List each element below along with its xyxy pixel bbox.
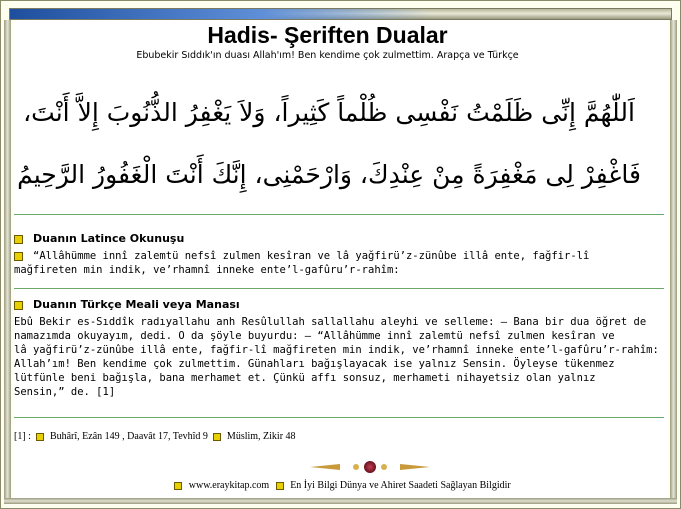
latin-heading [14,232,184,245]
ornament-divider-icon [270,460,470,474]
bullet-icon [36,433,44,441]
bottom-decorative-bar [4,498,677,504]
reference-marker: [1] : [14,431,31,442]
latin-heading-label: Duanın Latince Okunuşu [33,232,185,245]
turkish-heading [14,298,240,311]
divider [14,417,664,418]
footer [0,480,681,491]
site-link[interactable]: www.eraykitap.com [188,480,270,491]
divider [14,214,664,215]
bullet-icon [174,482,182,490]
reference-1: Buhârî, Ezân 149 , Daavât 17, Tevhîd 9 [49,431,208,442]
top-bar-blue-gradient [10,9,430,19]
right-decorative-bar [670,20,677,498]
page-title: Hadis- Şeriften Dualar [207,22,448,48]
arabic-text-line-1: اَللّٰهُمَّ إِنِّى ظَلَمْتُ نَفْسِى ظُلْماً كَثِيراً، وَلاَ يَغْفِرُ الذُّنُوبَ إِلاَّ أَنْتَ، [23,98,635,127]
divider [14,288,664,289]
bullet-icon [14,235,23,244]
turkish-text: Ebû Bekir es-Sıddîk radıyallahu anh Resûlullah sallallahu aleyhi ve selleme: – Bana bir dua öğret de namazımda okuyayım, dedi. O da şöyle buyurdu: – “Allâhümme innî zalemtü nefsî zulmen kesîran ve lâ yağfirü’z-zünûbe illâ ente, fağfir-lî mağfireten min indik, ve’rhamnî inneke ente’l-gafûru’r-rahîm: Allah’ım! Ben kendime çok zulmettim. Günahları bağışlayacak ise yalnız Sensin. Öyleyse tükenmez lütfünle beni bağışla, bana merhamet et. Çünkü affı sonsuz, merhameti nihayetsiz olan yalnız Sensin,” de. [1] [14,316,659,398]
arabic-text-line-2: فَاغْفِرْ لِى مَغْفِرَةً مِنْ عِنْدِكَ، وَارْحَمْنِى، إِنَّكَ أَنْتَ الْغَفُورُ الرَّحِيمُ [17,160,641,189]
left-decorative-bar [4,20,11,498]
top-decorative-bar [9,8,672,20]
page-subtitle: Ebubekir Sıddık'ın duası Allah'ım! Ben kendime çok zulmettim. Arapça ve Türkçe [136,50,519,61]
bullet-icon [14,252,23,261]
bullet-icon [276,482,284,490]
bullet-icon [213,433,221,441]
reference-2: Müslim, Zikir 48 [226,431,296,442]
footer-tagline: En İyi Bilgi Dünya ve Ahiret Saadeti Sağlayan Bilgidir [290,480,511,491]
bullet-icon [14,301,23,310]
latin-text [14,249,664,277]
references [14,431,296,442]
latin-text-body: “Allâhümme innî zalemtü nefsî zulmen kesîran ve lâ yağfirü’z-zünûbe illâ ente, fağfir-lî mağfireten min indik, ve’rhamnî inneke ente’l-gafûru’r-rahîm: [14,250,590,276]
turkish-heading-label: Duanın Türkçe Meali veya Manası [33,298,240,311]
